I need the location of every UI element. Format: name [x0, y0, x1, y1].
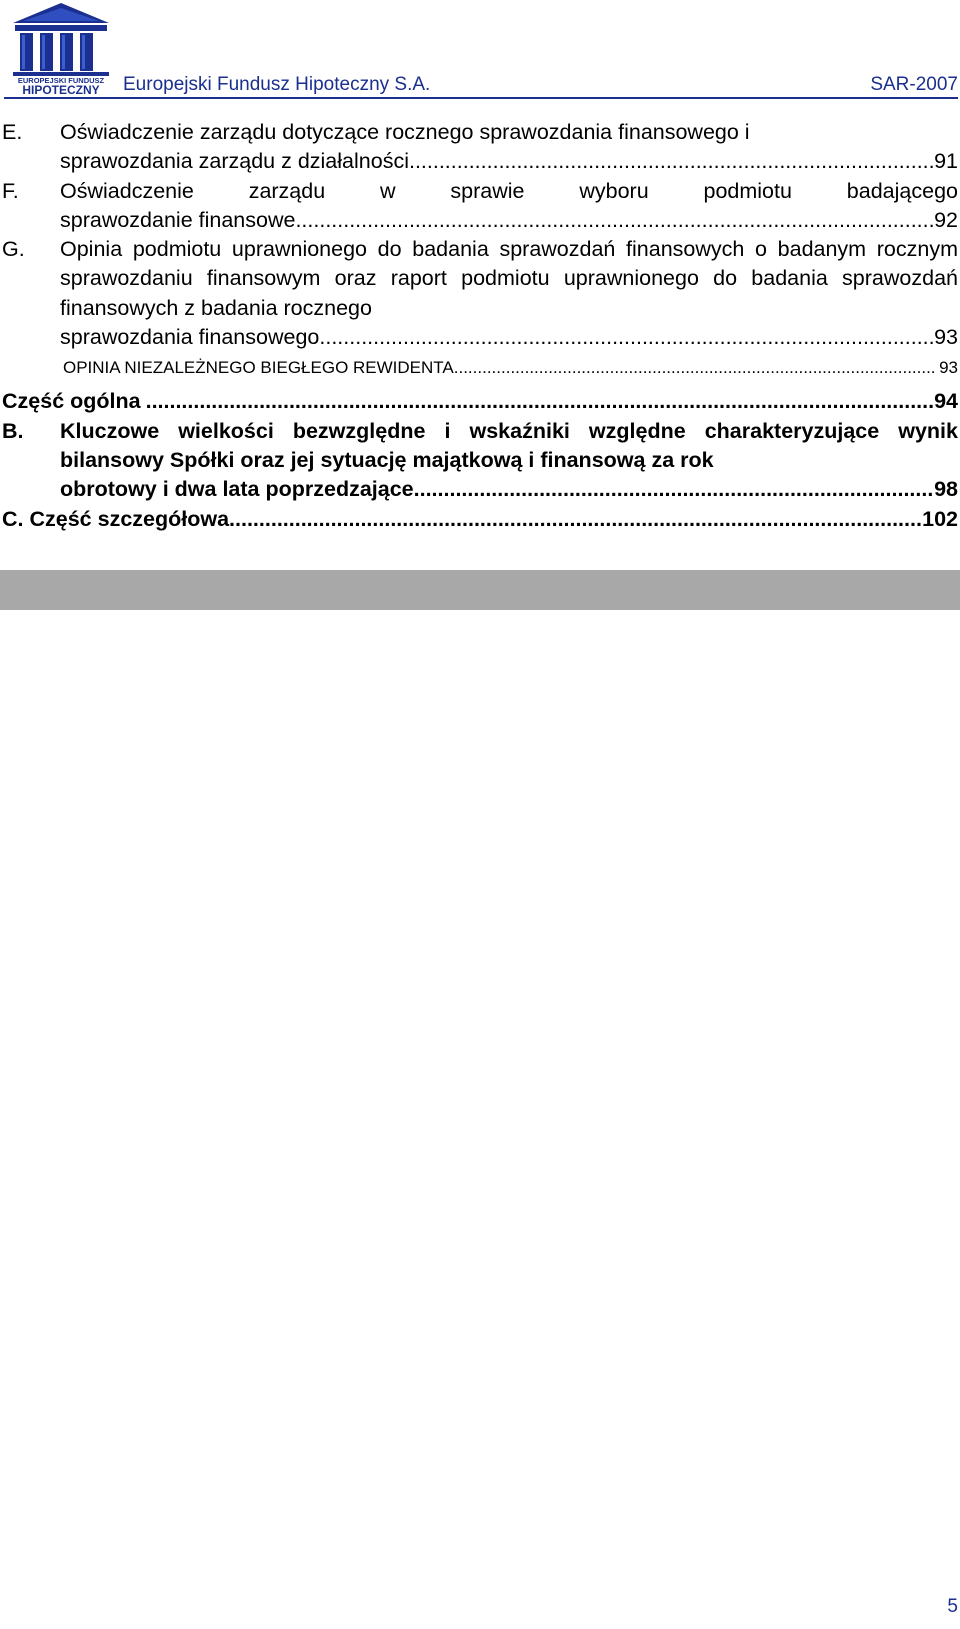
toc-entry-text: sprawozdania finansowego	[60, 325, 320, 350]
table-of-contents	[2, 118, 958, 534]
document-code: SAR-2007	[870, 74, 958, 95]
toc-page-number: 98	[934, 477, 958, 502]
toc-page-number: 93	[934, 325, 958, 350]
toc-entry-opinia[interactable]	[2, 354, 958, 381]
toc-entry-text-line1: Opinia podmiotu uprawnionego do badania sprawozdań finansowych o badanym rocznym sprawozdaniu finansowym oraz raport podmiotu uprawnionego do badania sprawozdań finansowych z badania rocznego	[60, 237, 958, 320]
toc-leader-dots	[454, 354, 935, 381]
toc-marker: B.	[2, 418, 24, 443]
header-rule	[4, 97, 958, 99]
toc-entry-c[interactable]	[2, 505, 958, 534]
toc-entry-text: Część ogólna	[2, 389, 141, 414]
toc-entry-text: sprawozdania zarządu z działalności	[60, 149, 409, 174]
logo-line2: HIPOTECZNY	[22, 83, 100, 96]
toc-page-number: 91	[934, 149, 958, 174]
toc-entry-g[interactable]	[2, 235, 958, 352]
logo-line1: EUROPEJSKI FUNDUSZ	[17, 76, 105, 85]
toc-entry-marker-text	[2, 505, 229, 534]
toc-entry-text-line1: Oświadczenie zarządu w sprawie wyboru podmiotu badającego	[60, 178, 958, 203]
toc-leader-dots	[420, 475, 934, 504]
toc-leader-dots	[409, 147, 934, 176]
toc-page-number: 93	[939, 358, 958, 378]
toc-page-number: 102	[922, 506, 958, 531]
toc-leader-dots	[141, 387, 934, 416]
toc-leader-dots	[295, 206, 934, 235]
toc-entry-czesc-ogolna[interactable]	[2, 387, 958, 416]
toc-entry-e[interactable]	[2, 118, 958, 177]
gray-separator-bar	[0, 570, 960, 610]
toc-leader-dots	[319, 323, 934, 352]
toc-entry-text-line1: Oświadczenie zarządu dotyczące rocznego sprawozdania finansowego i	[60, 120, 750, 144]
toc-entry-text: Część szczegółowa	[29, 506, 230, 531]
toc-entry-b[interactable]	[2, 417, 958, 505]
company-logo	[5, 1, 117, 96]
company-name: Europejski Fundusz Hipoteczny S.A.	[123, 74, 431, 95]
toc-entry-text: obrotowy i dwa lata poprzedzające.	[60, 477, 420, 502]
toc-marker: G.	[2, 237, 25, 262]
page-header	[0, 0, 960, 100]
toc-entry-text-line1: Kluczowe wielkości bezwzględne i wskaźniki względne charakteryzujące wynik bilansowy Spółki oraz jej sytuację majątkową i finansową za rok	[60, 418, 958, 472]
toc-entry-text: OPINIA NIEZALEŻNEGO BIEGŁEGO REWIDENTA	[63, 358, 454, 378]
toc-marker: C.	[2, 506, 24, 531]
toc-entry-f[interactable]	[2, 177, 958, 236]
toc-leader-dots	[229, 505, 922, 534]
toc-entry-text: sprawozdanie finansowe	[60, 207, 296, 232]
toc-page-number: 92	[934, 207, 958, 232]
footer-page-number: 5	[947, 1596, 958, 1617]
toc-page-number: 94	[934, 389, 958, 414]
toc-marker: E.	[2, 120, 23, 144]
toc-marker: F.	[2, 178, 19, 203]
